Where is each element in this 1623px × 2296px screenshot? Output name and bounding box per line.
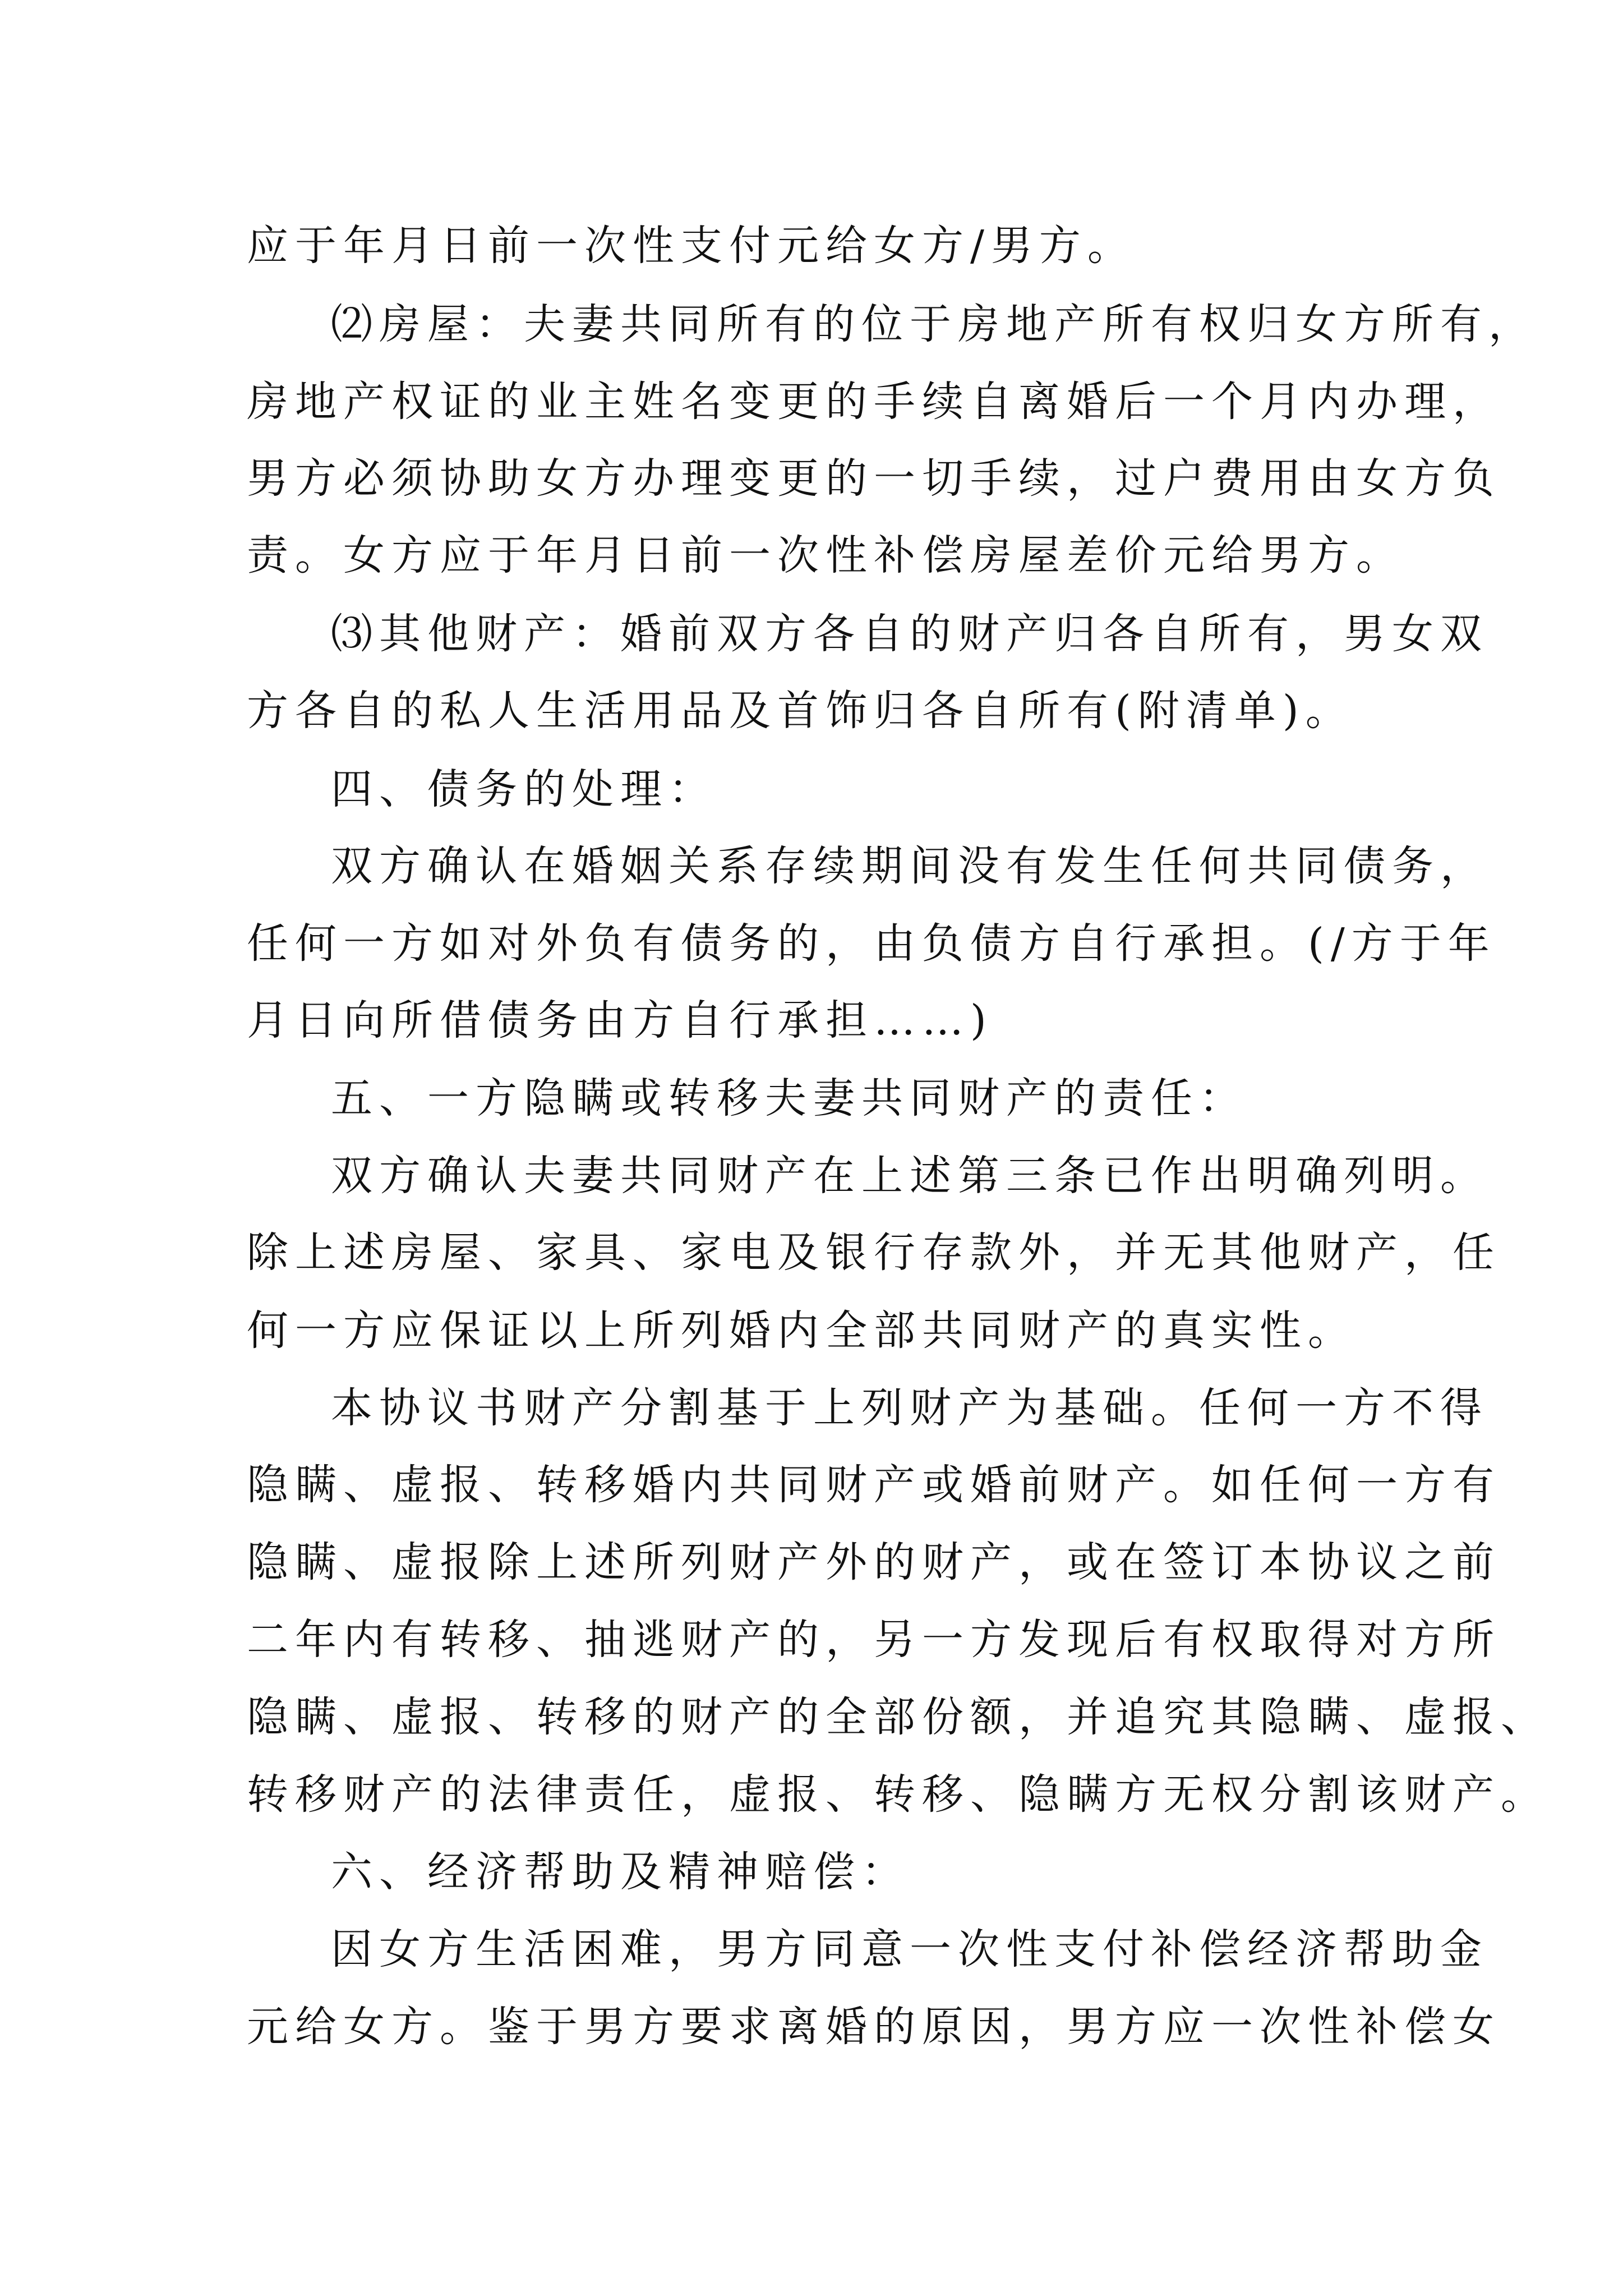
text-line: 除上述房屋、家具、家电及银行存款外，并无其他财产，任 <box>247 1228 1501 1277</box>
text-line: 隐瞒、虚报、转移婚内共同财产或婚前财产。如任何一方有 <box>247 1461 1501 1509</box>
text-line: 隐瞒、虚报除上述所列财产外的财产，或在签订本协议之前 <box>247 1538 1501 1586</box>
text-line: 方各自的私人生活用品及首饰归各自所有(附清单)。 <box>247 687 1354 735</box>
section-heading: 四、债务的处理： <box>331 765 717 813</box>
text-line: ⑵房屋：夫妻共同所有的位于房地产所有权归女方所有， <box>331 300 1537 348</box>
text-line: 男方必须协助女方办理变更的一切手续，过户费用由女方负 <box>247 454 1501 503</box>
text-line: 元给女方。鉴于男方要求离婚的原因，男方应一次性补偿女 <box>247 2003 1501 2051</box>
text-line: 双方确认在婚姻关系存续期间没有发生任何共同债务， <box>331 842 1488 890</box>
text-line: ⑶其他财产：婚前双方各自的财产归各自所有，男女双 <box>331 610 1488 658</box>
text-line: 月日向所借债务由方自行承担……) <box>247 996 993 1045</box>
text-line: 二年内有转移、抽逃财产的，另一方发现后有权取得对方所 <box>247 1616 1501 1664</box>
text-line: 转移财产的法律责任，虚报、转移、隐瞒方无权分割该财产。 <box>247 1770 1549 1819</box>
text-line: 双方确认夫妻共同财产在上述第三条已作出明确列明。 <box>331 1152 1488 1200</box>
text-line: 何一方应保证以上所列婚内全部共同财产的真实性。 <box>247 1306 1356 1355</box>
section-heading: 六、经济帮助及精神赔偿： <box>331 1848 910 1896</box>
text-line: 因女方生活困难，男方同意一次性支付补偿经济帮助金 <box>331 1925 1488 1973</box>
text-line: 任何一方如对外负有债务的，由负债方自行承担。(/方于年 <box>247 919 1496 968</box>
text-line: 隐瞒、虚报、转移的财产的全部份额，并追究其隐瞒、虚报、 <box>247 1693 1549 1741</box>
text-line: 应于年月日前一次性支付元给女方/男方。 <box>247 222 1136 270</box>
text-line: 本协议书财产分割基于上列财产为基础。任何一方不得 <box>331 1384 1488 1432</box>
section-heading: 五、一方隐瞒或转移夫妻共同财产的责任： <box>331 1074 1247 1122</box>
text-line: 责。女方应于年月日前一次性补偿房屋差价元给男方。 <box>247 531 1404 579</box>
text-line: 房地产权证的业主姓名变更的手续自离婚后一个月内办理， <box>247 378 1501 426</box>
